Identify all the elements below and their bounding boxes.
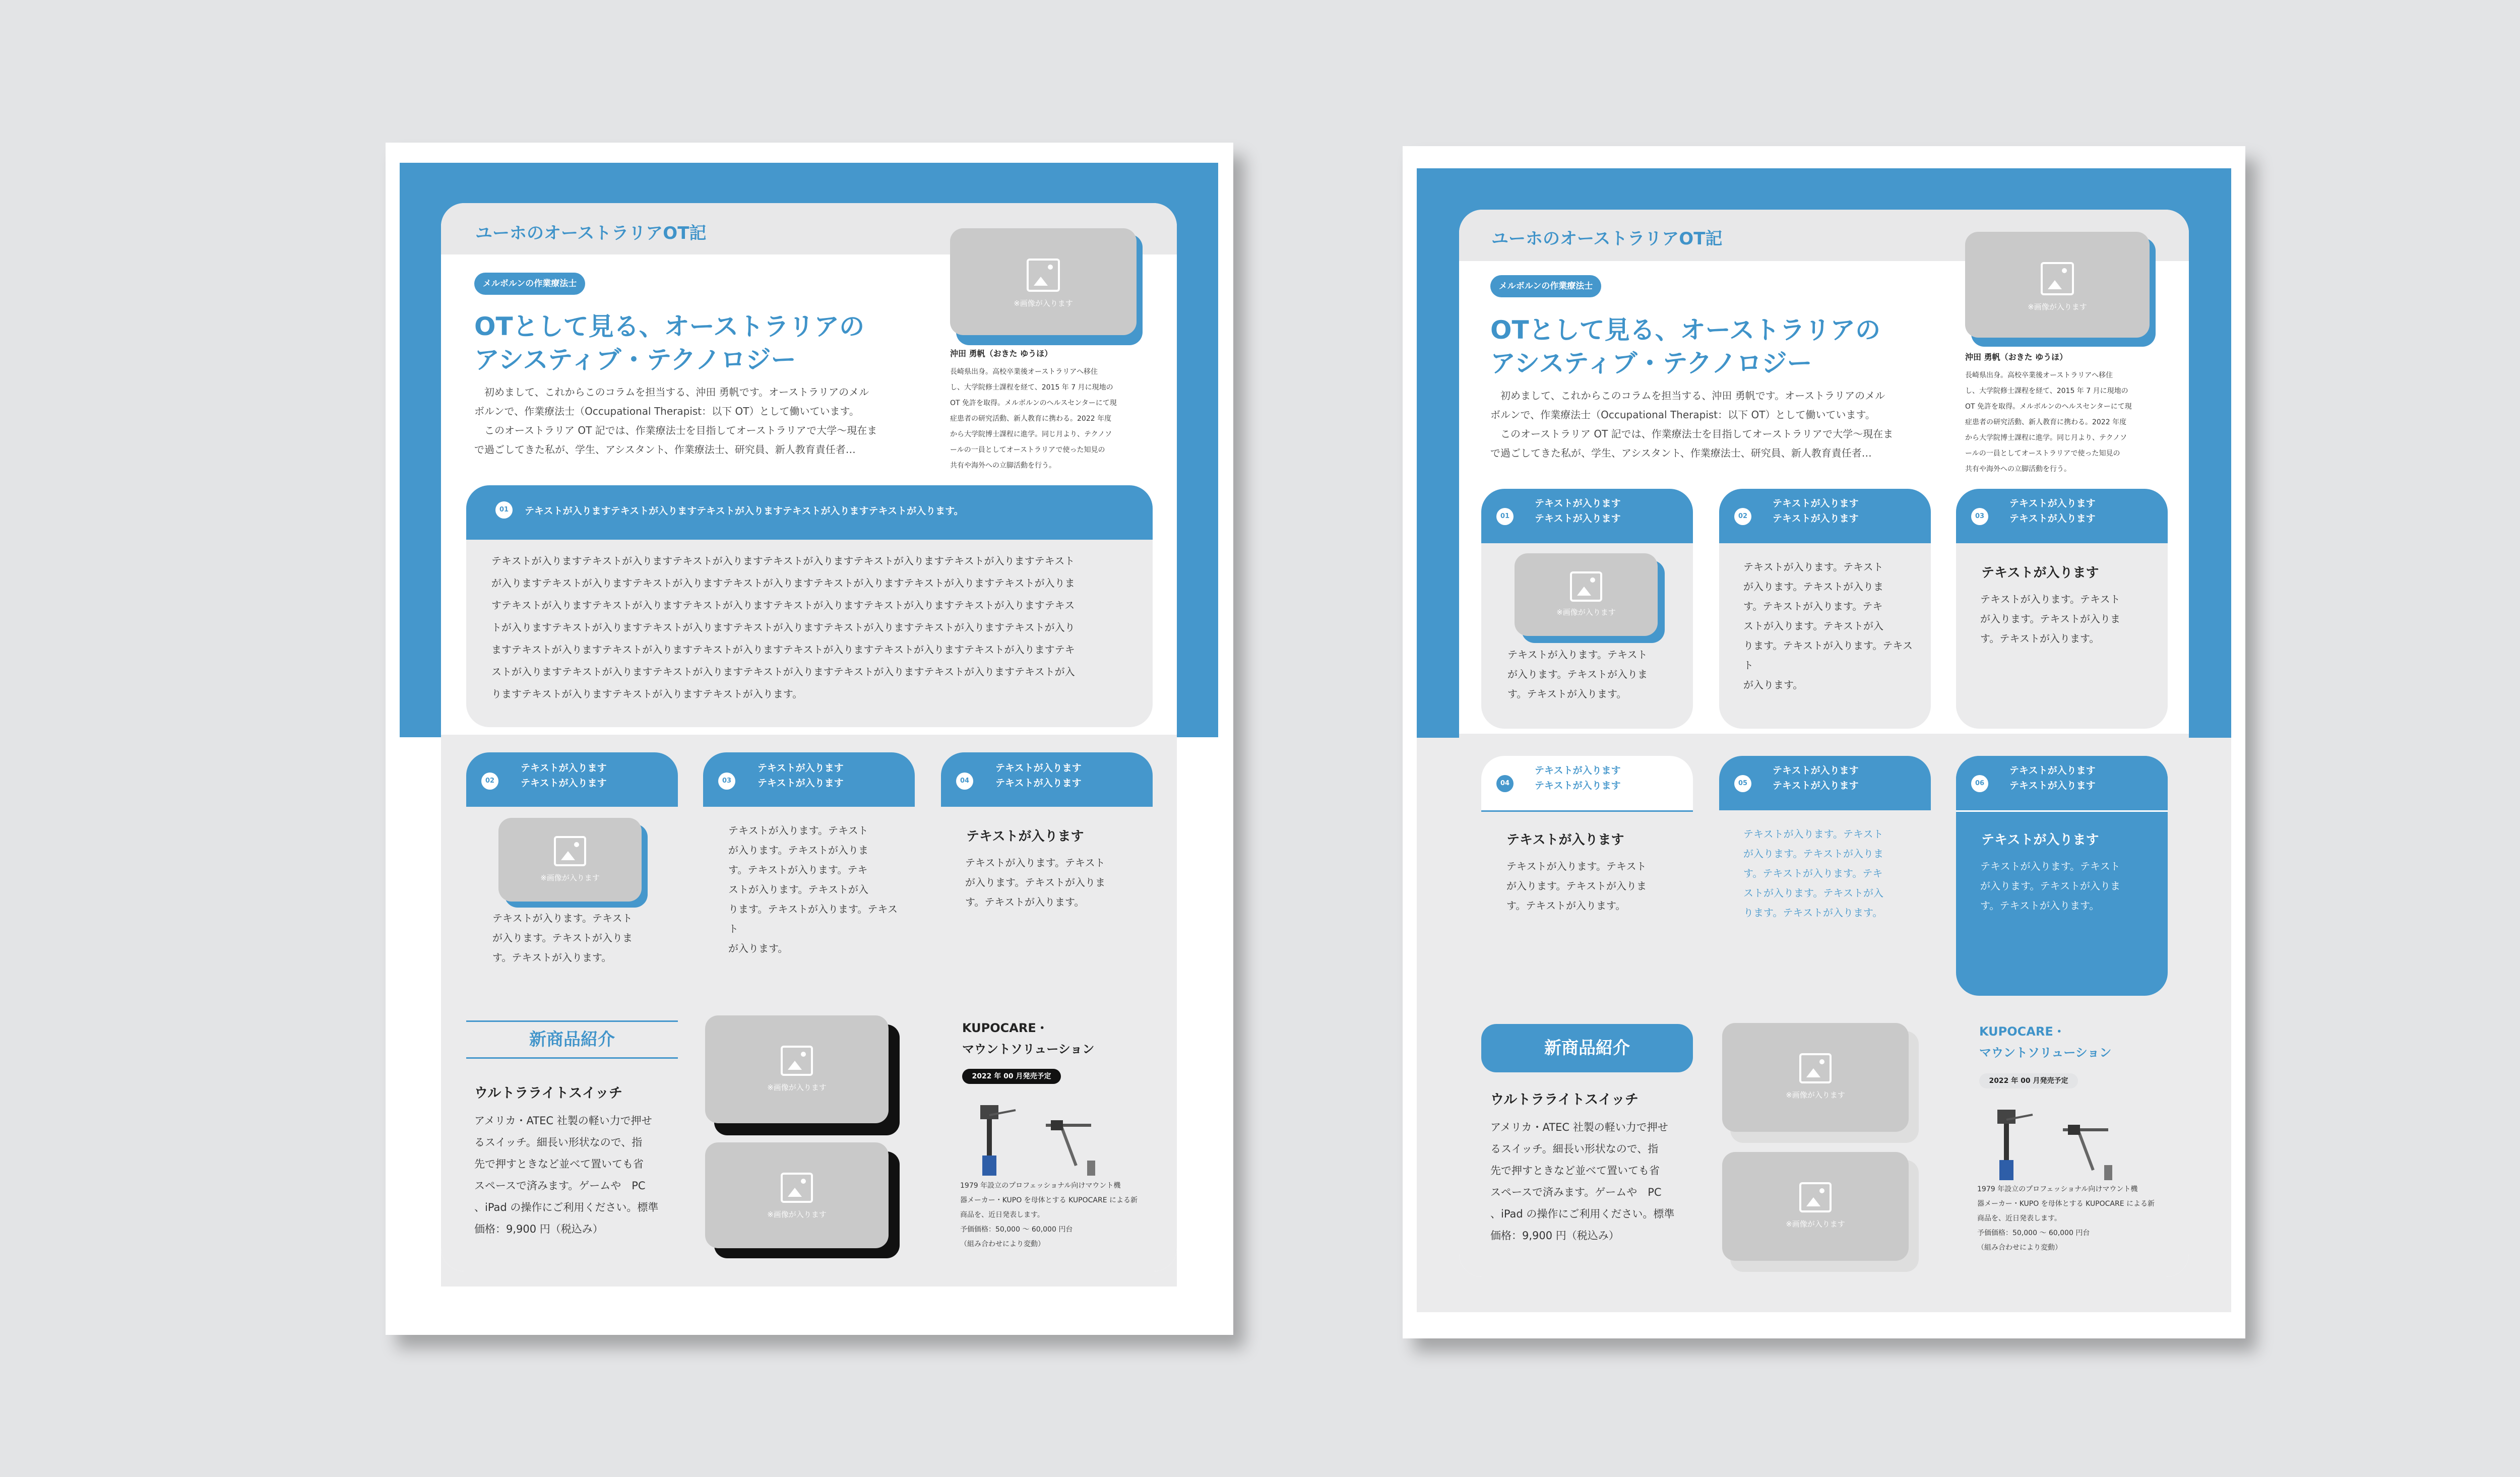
card-04-number: 04 (956, 773, 973, 790)
author-tag: メルボルンの作業療法士 (1490, 275, 1601, 297)
author-bio: 長崎県出身。高校卒業後オーストラリアへ移住 し、大学院修士課程を経て、2015 年 7 月に現地の OT 免許を取得。メルボルンのヘルスセンターにて現 症患者の研究活動、新人教育に携わる。2022 年度 から大学院博士課程に進学。同じ月より、テクノソ ールの一員としてオーストラリアで使った知見の 共有や海外への立脚活動を行う。 (1965, 371, 2132, 473)
card-03-title: テキストが入ります (1981, 565, 2099, 581)
card-06-body: テキストが入ります。テキスト が入ります。テキストが入りま す。テキストが入ります。 (1980, 860, 2120, 912)
card-04-heading: テキストが入ります テキストが入ります (995, 762, 1082, 789)
card-03-body: テキストが入ります。テキスト が入ります。テキストが入りま す。テキストが入ります。 (1980, 593, 2120, 645)
card-03-number: 03 (1971, 508, 1988, 525)
release-badge: 2022 年 00 月発売予定 (1979, 1073, 2078, 1088)
image-icon (781, 1046, 813, 1076)
card-06-title: テキストが入ります (1981, 832, 2099, 848)
new-products-title: 新商品紹介 (1481, 1024, 1693, 1072)
card-04-heading: テキストが入ります テキストが入ります (1535, 765, 1621, 791)
right-flyer-sheet (1403, 146, 2245, 1338)
product-photo-2-placeholder: ※画像が入ります (705, 1142, 889, 1248)
headline: OTとして見る、オーストラリアの アシスティブ・テクノロジー (474, 312, 865, 374)
card-06-heading: テキストが入ります テキストが入ります (2009, 765, 2096, 791)
card-01-number: 01 (1496, 508, 1514, 525)
section-01-heading: テキストが入りますテキストが入りますテキストが入りますテキストが入りますテキストが入ります。 (525, 505, 964, 517)
card-04-body: テキストが入ります。テキスト が入ります。テキストが入りま す。テキストが入ります。 (1506, 860, 1647, 912)
card-02-photo-placeholder: ※画像が入ります (498, 818, 642, 902)
image-icon (1799, 1182, 1832, 1212)
card-05-body: テキストが入ります。テキスト が入ります。テキストが入りま す。テキストが入ります。テキ ストが入ります。テキストが入 ります。テキストが入ります。 (1743, 828, 1883, 919)
card-02-heading: テキストが入ります テキストが入ります (521, 762, 607, 789)
column-title: ユーホのオーストラリアOT記 (1491, 229, 1723, 249)
intro-text: 初めまして、これからこのコラムを担当する、沖田 勇帆です。オーストラリアのメル ボルンで、作業療法士（Occupational Therapist：以下 OT）として働いています。 このオーストラリア OT 記では、作業療法士を目指してオーストラリアで大学〜現在ま で過ごしてきた私が、学生、アシスタント、作業療法士、研究員、新人教育責任者… (474, 386, 877, 456)
author-name: 沖田 勇帆（おきた ゆうほ） (950, 349, 1053, 358)
new-products-title: 新商品紹介 (466, 1020, 678, 1059)
image-icon (781, 1173, 813, 1203)
image-icon (1570, 571, 1602, 602)
card-03-number: 03 (718, 773, 735, 790)
card-04-body: テキストが入ります。テキスト が入ります。テキストが入りま す。テキストが入ります。 (965, 857, 1105, 908)
card-04-number: 04 (1496, 775, 1514, 792)
product-description: アメリカ・ATEC 社製の軽い力で押せ るスイッチ。細長い形状なので、指 先で押すときなど並べて置いても省 スペースで済みます。ゲームや PC 、iPad の操作にご利用ください。標準 価格：9,900 円（税込み） (1490, 1121, 1675, 1242)
kupocare-title: KUPOCARE・ マウントソリューション (1979, 1024, 2112, 1060)
section-01-body: テキストが入りますテキストが入りますテキストが入りますテキストが入りますテキストが入りますテキストが入りますテキスト が入りますテキストが入りますテキストが入りますテキストが入りますテキストが入りますテキストが入りますテキストが入りま すテキストが入りますテキストが入りますテキストが入りますテキストが入りますテキストが入りますテキストが入りますテキス トが入りますテキストが入りますテキストが入りますテキストが入りますテキストが入りますテキストが入りますテキストが入り ますテキストが入りますテキストが入りますテキストが入りますテキストが入りますテキストが入りますテキストが入りますテキ ストが入りますテキストが入りますテキストが入りますテキストが入りますテキストが入りますテキストが入りますテキストが入 りますテキストが入りますテキストが入りますテキストが入ります。 (491, 555, 1075, 700)
headline: OTとして見る、オーストラリアの アシスティブ・テクノロジー (1490, 315, 1881, 378)
card-01-heading: テキストが入ります テキストが入ります (1535, 498, 1621, 524)
card-03-heading: テキストが入ります テキストが入ります (2009, 498, 2096, 524)
image-icon (1799, 1053, 1832, 1083)
kupocare-description: 1979 年設立のプロフェッショナル向けマウント機 器メーカー・KUPO を母体とする KUPOCARE による新 商品を、近日発表します。 予価価格：50,000 〜 60,000 円台 （組み合わせにより変動） (1977, 1185, 2155, 1252)
card-05-heading: テキストが入ります テキストが入ります (1773, 765, 1859, 791)
card-05-number: 05 (1734, 775, 1751, 792)
left-flyer-sheet (386, 143, 1233, 1335)
card-02-body: テキストが入ります。テキスト が入ります。テキストが入りま す。テキストが入ります。テキ ストが入ります。テキストが入 ります。テキストが入ります。テキスト が入ります。 (1743, 561, 1913, 691)
author-tag: メルボルンの作業療法士 (474, 273, 585, 295)
card-04-title: テキストが入ります (1506, 832, 1624, 848)
card-03-heading: テキストが入ります テキストが入ります (758, 762, 844, 789)
intro-text: 初めまして、これからこのコラムを担当する、沖田 勇帆です。オーストラリアのメル ボルンで、作業療法士（Occupational Therapist：以下 OT）として働いています。 このオーストラリア OT 記では、作業療法士を目指してオーストラリアで大学〜現在ま で過ごしてきた私が、学生、アシスタント、作業療法士、研究員、新人教育責任者… (1490, 390, 1894, 459)
author-bio: 長崎県出身。高校卒業後オーストラリアへ移住 し、大学院修士課程を経て、2015 年 7 月に現地の OT 免許を取得。メルボルンのヘルスセンターにて現 症患者の研究活動、新人教育に携わる。2022 年度 から大学院博士課程に進学。同じ月より、テクノソ ールの一員としてオーストラリアで使った知見の 共有や海外への立脚活動を行う。 (950, 368, 1117, 470)
card-02-heading: テキストが入ります テキストが入ります (1773, 498, 1859, 524)
section-01-number: 01 (495, 501, 513, 519)
product-photo-1-placeholder: ※画像が入ります (705, 1015, 889, 1123)
card-02-number: 02 (481, 773, 498, 790)
author-photo-placeholder: ※画像が入ります (950, 228, 1137, 335)
author-photo-placeholder: ※画像が入ります (1965, 232, 2150, 338)
card-02-number: 02 (1734, 508, 1751, 525)
card-01-photo-placeholder: ※画像が入ります (1515, 553, 1658, 636)
release-badge: 2022 年 00 月発売予定 (962, 1069, 1061, 1084)
product-photo-1-placeholder: ※画像が入ります (1722, 1023, 1909, 1132)
card-02-body: テキストが入ります。テキスト が入ります。テキストが入りま す。テキストが入ります。 (492, 912, 633, 964)
kupocare-title: KUPOCARE・ マウントソリューション (962, 1021, 1095, 1056)
column-title: ユーホのオーストラリアOT記 (475, 223, 707, 243)
kupocare-description: 1979 年設立のプロフェッショナル向けマウント機 器メーカー・KUPO を母体とする KUPOCARE による新 商品を、近日発表します。 予価価格：50,000 〜 60,000 円台 （組み合わせにより変動） (960, 1182, 1138, 1248)
card-06-number: 06 (1971, 775, 1988, 792)
product-name: ウルトラライトスイッチ (474, 1085, 623, 1101)
product-name: ウルトラライトスイッチ (1490, 1092, 1639, 1108)
image-icon (2041, 262, 2074, 295)
card-03-body: テキストが入ります。テキスト が入ります。テキストが入りま す。テキストが入ります。テキ ストが入ります。テキストが入 ります。テキストが入ります。テキスト が入ります。 (728, 824, 898, 954)
image-icon (1027, 259, 1060, 292)
image-icon (554, 836, 586, 866)
card-04-title: テキストが入ります (966, 829, 1084, 844)
product-photo-2-placeholder: ※画像が入ります (1722, 1152, 1909, 1261)
author-name: 沖田 勇帆（おきた ゆうほ） (1965, 352, 2068, 362)
card-01-body: テキストが入ります。テキスト が入ります。テキストが入りま す。テキストが入ります。 (1507, 649, 1648, 700)
product-description: アメリカ・ATEC 社製の軽い力で押せ るスイッチ。細長い形状なので、指 先で押すときなど並べて置いても省 スペースで済みます。ゲームや PC 、iPad の操作にご利用ください。標準 価格：9,900 円（税込み） (474, 1115, 659, 1235)
